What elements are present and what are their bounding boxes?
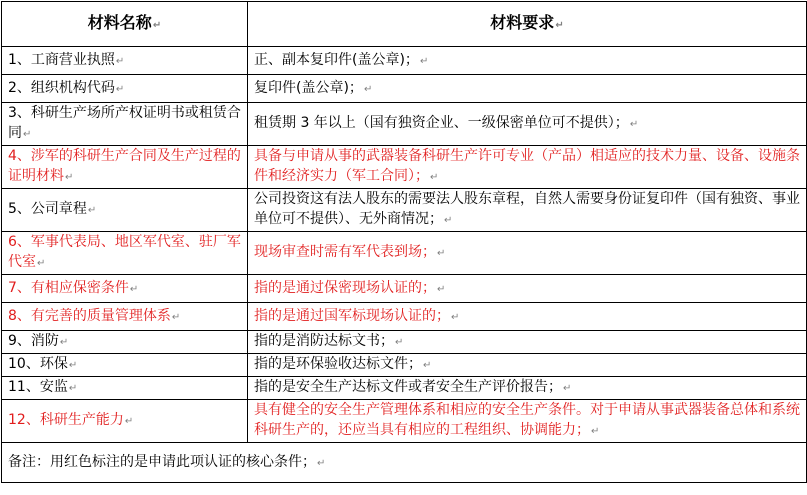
paragraph-mark-icon: ↵ bbox=[395, 337, 404, 348]
material-requirement-cell bbox=[248, 331, 807, 354]
material-requirement-text: 现场审查时需有军代表到场； bbox=[254, 244, 436, 260]
table-row bbox=[2, 400, 807, 443]
paragraph-mark-icon: ↵ bbox=[37, 258, 46, 269]
material-requirement-cell bbox=[248, 189, 807, 232]
material-requirement-cell bbox=[248, 146, 807, 189]
material-name-text: 2、组织机构代码 bbox=[8, 79, 115, 96]
material-name-cell bbox=[2, 303, 248, 331]
material-name-text: 6、军事代表局、地区军代室、驻厂军代室 bbox=[8, 234, 241, 270]
material-requirement-text: 复印件(盖公章)； bbox=[254, 79, 363, 96]
table-row bbox=[2, 303, 807, 331]
paragraph-mark-icon: ↵ bbox=[317, 457, 326, 469]
material-name-cell bbox=[2, 189, 248, 232]
material-name-text: 3、科研生产场所产权证明书或租赁合同 bbox=[8, 105, 241, 141]
material-name-cell bbox=[2, 354, 248, 377]
material-name-text: 4、涉军的科研生产合同及生产过程的证明材料 bbox=[8, 148, 241, 184]
material-requirement-text: 公司投资这有法人股东的需要法人股东章程，自然人需要身份证复印件（国有独资、事业单位可不提供）、无外商情况； bbox=[254, 191, 800, 227]
material-requirement-cell bbox=[248, 303, 807, 331]
material-name-text: 9、消防 bbox=[8, 333, 59, 349]
materials-table-container bbox=[1, 1, 806, 494]
table-row bbox=[2, 275, 807, 303]
material-name-cell bbox=[2, 275, 248, 303]
material-name-text: 12、科研生产能力 bbox=[8, 412, 124, 428]
material-requirement-cell bbox=[248, 354, 807, 377]
table-header-row bbox=[2, 2, 807, 47]
paragraph-mark-icon: ↵ bbox=[555, 19, 564, 31]
paragraph-mark-icon: ↵ bbox=[129, 283, 139, 295]
table-row bbox=[2, 232, 807, 275]
material-name-cell bbox=[2, 377, 248, 400]
note-text: 备注：用红色标注的是申请此项认证的核心条件； bbox=[8, 453, 316, 470]
material-name-text: 1、工商营业执照 bbox=[8, 51, 115, 68]
paragraph-mark-icon: ↵ bbox=[115, 55, 125, 67]
paragraph-mark-icon: ↵ bbox=[363, 83, 373, 95]
note-row bbox=[2, 443, 807, 483]
header-material-name: 材料名称↵ bbox=[2, 2, 248, 47]
material-requirement-text: 正、副本复印件(盖公章)； bbox=[254, 51, 419, 68]
material-requirement-text: 指的是通过保密现场认证的； bbox=[254, 279, 436, 296]
material-requirement-cell bbox=[248, 47, 807, 75]
table-row bbox=[2, 103, 807, 146]
material-name-cell bbox=[2, 103, 248, 146]
paragraph-mark-icon: ↵ bbox=[59, 337, 69, 348]
paragraph-mark-icon: ↵ bbox=[152, 19, 162, 31]
material-name-cell bbox=[2, 232, 248, 275]
header-material-requirement: 材料要求↵ bbox=[248, 2, 807, 47]
material-requirement-cell bbox=[248, 232, 807, 275]
paragraph-mark-icon: ↵ bbox=[437, 248, 446, 259]
material-requirement-text: 租赁期 3 年以上（国有独资企业、一级保密单位可不提供）； bbox=[254, 115, 629, 131]
paragraph-mark-icon: ↵ bbox=[444, 215, 453, 226]
paragraph-mark-icon: ↵ bbox=[629, 119, 639, 130]
paragraph-mark-icon: ↵ bbox=[23, 129, 32, 140]
material-requirement-text: 具有健全的安全生产管理体系和相应的安全生产条件。对于申请从事武器装备总体和系统科研生产的，还应当具有相应的工程组织、协调能力； bbox=[254, 402, 800, 438]
material-name-cell bbox=[2, 47, 248, 75]
material-name-text: 7、有相应保密条件 bbox=[8, 279, 129, 296]
table-row bbox=[2, 377, 807, 400]
paragraph-mark-icon: ↵ bbox=[171, 311, 181, 323]
material-name-text: 11、安监 bbox=[8, 379, 68, 395]
table-row bbox=[2, 189, 807, 232]
table-row bbox=[2, 75, 807, 103]
table-body bbox=[2, 47, 807, 483]
paragraph-mark-icon: ↵ bbox=[430, 172, 439, 183]
paragraph-mark-icon: ↵ bbox=[65, 172, 74, 183]
paragraph-mark-icon: ↵ bbox=[591, 426, 600, 437]
paragraph-mark-icon: ↵ bbox=[115, 83, 125, 95]
table-row bbox=[2, 354, 807, 377]
paragraph-mark-icon: ↵ bbox=[419, 55, 429, 67]
material-requirement-text: 指的是通过国军标现场认证的； bbox=[254, 307, 450, 324]
material-requirement-cell bbox=[248, 275, 807, 303]
paragraph-mark-icon: ↵ bbox=[68, 360, 78, 371]
material-name-text: 5、公司章程 bbox=[8, 201, 87, 217]
material-requirement-text: 指的是安全生产达标文件或者安全生产评价报告； bbox=[254, 379, 562, 395]
paragraph-mark-icon: ↵ bbox=[437, 283, 446, 295]
paragraph-mark-icon: ↵ bbox=[563, 383, 572, 394]
material-name-text: 10、环保 bbox=[8, 356, 68, 372]
material-name-cell bbox=[2, 400, 248, 443]
material-requirement-text: 指的是消防达标文书； bbox=[254, 333, 394, 349]
materials-table bbox=[1, 1, 807, 483]
table-row bbox=[2, 47, 807, 75]
paragraph-mark-icon: ↵ bbox=[87, 205, 97, 216]
material-name-cell bbox=[2, 146, 248, 189]
paragraph-mark-icon: ↵ bbox=[423, 360, 432, 371]
paragraph-mark-icon: ↵ bbox=[451, 311, 460, 323]
material-requirement-cell bbox=[248, 377, 807, 400]
material-requirement-cell bbox=[248, 400, 807, 443]
material-name-text: 8、有完善的质量管理体系 bbox=[8, 307, 171, 324]
material-requirement-cell bbox=[248, 75, 807, 103]
note-cell bbox=[2, 443, 807, 483]
paragraph-mark-icon: ↵ bbox=[68, 383, 78, 394]
material-requirement-cell bbox=[248, 103, 807, 146]
material-name-cell bbox=[2, 331, 248, 354]
table-row bbox=[2, 331, 807, 354]
material-name-cell bbox=[2, 75, 248, 103]
material-requirement-text: 指的是环保验收达标文件； bbox=[254, 356, 422, 372]
material-requirement-text: 具备与申请从事的武器装备科研生产许可专业（产品）相适应的技术力量、设备、设施条件和经济实力（军工合同）； bbox=[254, 148, 800, 184]
table-row bbox=[2, 146, 807, 189]
paragraph-mark-icon: ↵ bbox=[124, 416, 134, 427]
